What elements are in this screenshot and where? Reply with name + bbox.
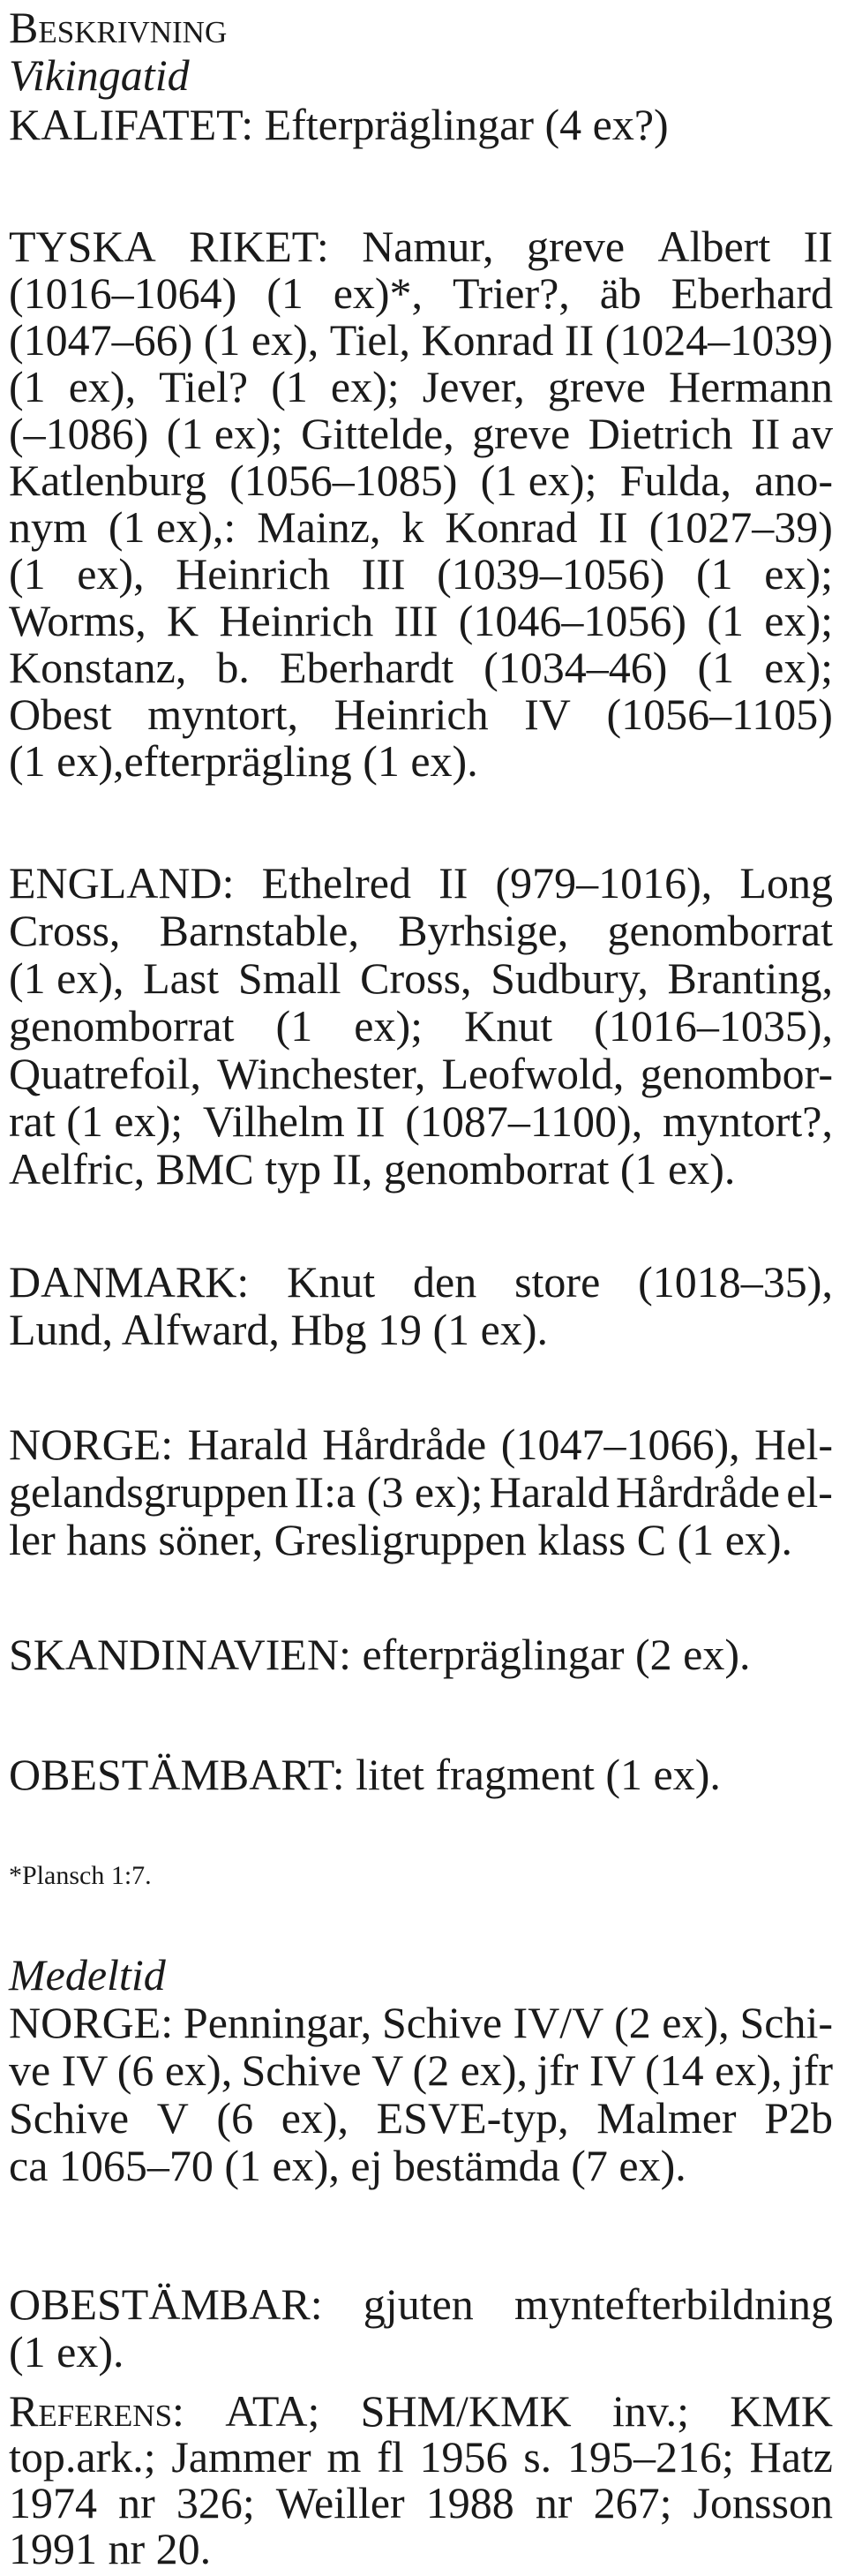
references-label: Referens: bbox=[9, 2386, 184, 2436]
text-line: (1 ex),efterprägling (1 ex). bbox=[9, 736, 478, 786]
text-line: DANMARK: Knut den store (1018–35), bbox=[9, 1257, 833, 1307]
text-line: nym (1 ex),: Mainz, k Konrad II (1027–39) bbox=[9, 502, 833, 552]
text-line: Referens: ATA; SHM/KMK inv.; KMK bbox=[9, 2386, 833, 2436]
period-heading-medeltid: Medeltid bbox=[9, 1950, 166, 2000]
text-line: (1016–1064) (1 ex)*, Trier?, äb Eberhard bbox=[9, 268, 833, 318]
text-line: 1974 nr 326; Weiller 1988 nr 267; Jonsson bbox=[9, 2478, 833, 2527]
text-line: Katlenburg (1056–1085) (1 ex); Fulda, ano- bbox=[9, 456, 833, 505]
text-line: (1047–66) (1 ex), Tiel, Konrad II (1024–1039) bbox=[9, 315, 833, 365]
text-line: NORGE: Penningar, Schive IV/V (2 ex), Schi- bbox=[9, 1998, 833, 2047]
text-line: gelandsgruppen II:a (3 ex); Harald Hårdråde el- bbox=[9, 1467, 833, 1517]
text-line: (1 ex), Tiel? (1 ex); Jever, greve Hermann bbox=[9, 362, 833, 411]
text-line: (1 ex), Heinrich III (1039–1056) (1 ex); bbox=[9, 549, 833, 599]
text-line: Aelfric, BMC typ II, genomborrat (1 ex). bbox=[9, 1144, 736, 1194]
text-line: (1 ex). bbox=[9, 2327, 124, 2376]
text-line: ve IV (6 ex), Schive V (2 ex), jfr IV (14 ex), jfr bbox=[9, 2045, 833, 2095]
text-line: ENGLAND: Ethelred II (979–1016), Long bbox=[9, 858, 833, 908]
text-line: Obest myntort, Heinrich IV (1056–1105) bbox=[9, 689, 833, 739]
entry-skandinavien: SKANDINAVIEN: efterpräglingar (2 ex). bbox=[9, 1630, 751, 1679]
text-line: top.ark.; Jammer m fl 1956 s. 195–216; Hatz bbox=[9, 2432, 833, 2482]
section-heading: Beskrivning bbox=[9, 3, 228, 52]
text-line: TYSKA RIKET: Namur, greve Albert II bbox=[9, 222, 833, 271]
text-line: (–1086) (1 ex); Gittelde, greve Dietrich II av bbox=[9, 409, 833, 458]
text-line: NORGE: Harald Hårdråde (1047–1066), Hel- bbox=[9, 1420, 833, 1469]
entry-kalifatet: KALIFATET: Efterpräglingar (4 ex?) bbox=[9, 100, 669, 149]
text-line: OBESTÄMBAR: gjuten myntefterbildning bbox=[9, 2279, 833, 2329]
text-line: Konstanz, b. Eberhardt (1034–46) (1 ex); bbox=[9, 643, 833, 692]
text-line: 1991 nr 20. bbox=[9, 2524, 212, 2573]
text-line: ca 1065–70 (1 ex), ej bestämda (7 ex). bbox=[9, 2141, 686, 2190]
text-line: Worms, K Heinrich III (1046–1056) (1 ex); bbox=[9, 596, 833, 645]
text-line: genomborrat (1 ex); Knut (1016–1035), bbox=[9, 1001, 833, 1051]
text-line: Quatrefoil, Winchester, Leofwold, genombor- bbox=[9, 1049, 833, 1098]
footnote: *Plansch 1:7. bbox=[9, 1861, 152, 1890]
entry-obestambart: OBESTÄMBART: litet fragment (1 ex). bbox=[9, 1750, 721, 1799]
text-line: Cross, Barnstable, Byrhsige, genomborrat bbox=[9, 906, 833, 955]
period-heading-viking: Vikingatid bbox=[9, 50, 190, 100]
text-line: Schive V (6 ex), ESVE-typ, Malmer P2b bbox=[9, 2093, 833, 2143]
text-line: ler hans söner, Gresligruppen klass C (1 ex). bbox=[9, 1515, 793, 1564]
text-line: (1 ex), Last Small Cross, Sudbury, Branting, bbox=[9, 953, 833, 1003]
text-line: rat (1 ex); Vilhelm II (1087–1100), myntort?, bbox=[9, 1096, 833, 1146]
text-line: Lund, Alfward, Hbg 19 (1 ex). bbox=[9, 1305, 548, 1354]
